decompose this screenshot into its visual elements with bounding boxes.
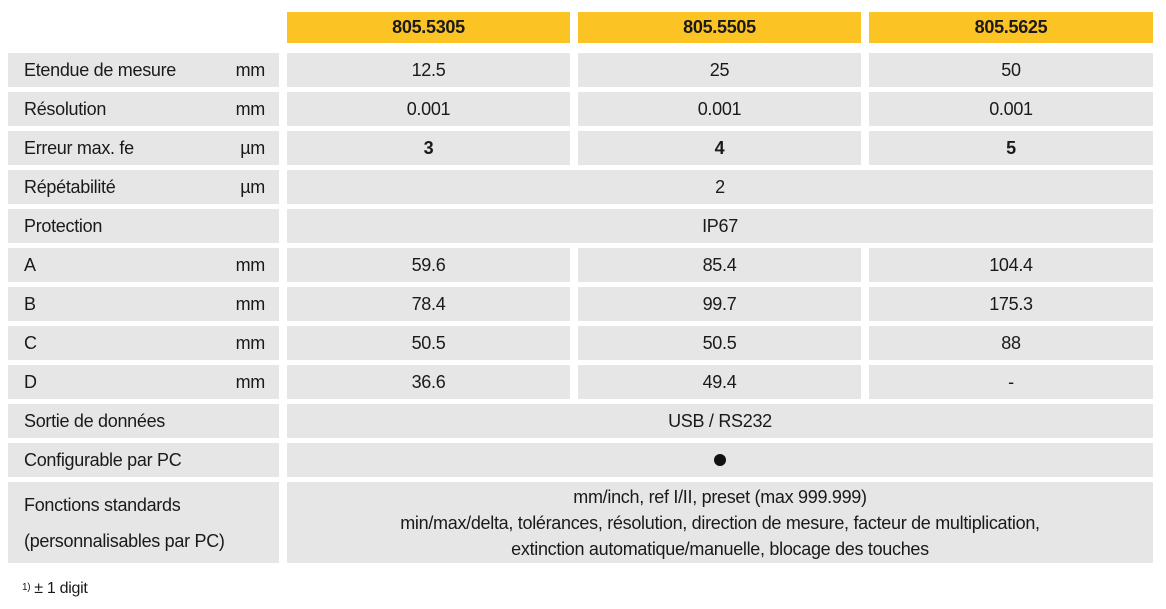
- table-cell-merged: USB / RS232: [287, 404, 1153, 443]
- table-cell: 50.5: [287, 326, 570, 365]
- label-text: Résolution: [24, 98, 107, 119]
- spec-table: [8, 12, 1153, 568]
- label-text: Répétabilité: [24, 176, 116, 197]
- row-label-output: [8, 404, 279, 443]
- table-cell: 0.001: [869, 92, 1153, 131]
- table-cell: 78.4: [287, 287, 570, 326]
- row-label-pc-config: [8, 443, 279, 482]
- footnote: [22, 580, 88, 598]
- table-cell: 0.001: [287, 92, 570, 131]
- label-text: Protection: [24, 215, 103, 236]
- unit-text: mm: [235, 293, 265, 314]
- table-cell: 0.001: [578, 92, 861, 131]
- unit-text: mm: [235, 371, 265, 392]
- model-header-1: 805.5305: [287, 12, 570, 48]
- table-cell: 25: [578, 53, 861, 92]
- functions-line-1: mm/inch, ref I/II, preset (max 999.999): [573, 486, 867, 507]
- label-text: Configurable par PC: [24, 449, 182, 470]
- table-cell: 59.6: [287, 248, 570, 287]
- header-corner: [8, 12, 279, 53]
- table-cell: 50.5: [578, 326, 861, 365]
- label-line-1: Fonctions standards: [24, 494, 181, 515]
- row-label-b: [8, 287, 279, 326]
- model-header-3: 805.5625: [869, 12, 1153, 48]
- table-cell: 12.5: [287, 53, 570, 92]
- label-text: D: [24, 371, 37, 392]
- label-text: C: [24, 332, 37, 353]
- row-label-error: [8, 131, 279, 170]
- label-text: B: [24, 293, 36, 314]
- functions-line-2: min/max/delta, tolérances, résolution, direction de mesure, facteur de multiplication,: [400, 512, 1040, 533]
- label-text: [24, 487, 225, 559]
- label-text: Erreur max. fe: [24, 137, 134, 158]
- table-cell-merged: [287, 443, 1153, 482]
- model-header-2: 805.5505: [578, 12, 861, 48]
- row-label-repeatability: [8, 170, 279, 209]
- row-label-range: [8, 53, 279, 92]
- table-cell-merged: IP67: [287, 209, 1153, 248]
- table-cell-merged: 2: [287, 170, 1153, 209]
- table-cell: 175.3: [869, 287, 1153, 326]
- table-cell: 104.4: [869, 248, 1153, 287]
- unit-text: µm: [240, 137, 265, 158]
- table-cell: 36.6: [287, 365, 570, 404]
- table-cell: 88: [869, 326, 1153, 365]
- row-label-protection: [8, 209, 279, 248]
- unit-text: µm: [240, 176, 265, 197]
- table-cell: -: [869, 365, 1153, 404]
- table-cell: 5: [869, 131, 1153, 170]
- table-cell: 99.7: [578, 287, 861, 326]
- unit-text: mm: [235, 254, 265, 275]
- row-label-resolution: [8, 92, 279, 131]
- table-cell: 4: [578, 131, 861, 170]
- footnote-text: ± 1 digit: [34, 580, 88, 597]
- table-cell: 85.4: [578, 248, 861, 287]
- label-text: A: [24, 254, 36, 275]
- row-label-a: [8, 248, 279, 287]
- row-label-d: [8, 365, 279, 404]
- table-cell: 50: [869, 53, 1153, 92]
- unit-text: mm: [235, 98, 265, 119]
- row-label-c: [8, 326, 279, 365]
- functions-line-3: extinction automatique/manuelle, blocage des touches: [511, 538, 929, 559]
- footnote-marker: 1): [22, 582, 31, 593]
- label-line-2: (personnalisables par PC): [24, 530, 225, 551]
- label-text: Etendue de mesure: [24, 59, 177, 80]
- row-label-functions: [8, 482, 279, 568]
- unit-text: mm: [235, 332, 265, 353]
- table-cell-merged-functions: [287, 482, 1153, 568]
- table-cell: 49.4: [578, 365, 861, 404]
- unit-text: mm: [235, 59, 265, 80]
- filled-circle-icon: [714, 454, 726, 466]
- label-text: Sortie de données: [24, 410, 166, 431]
- table-cell: 3: [287, 131, 570, 170]
